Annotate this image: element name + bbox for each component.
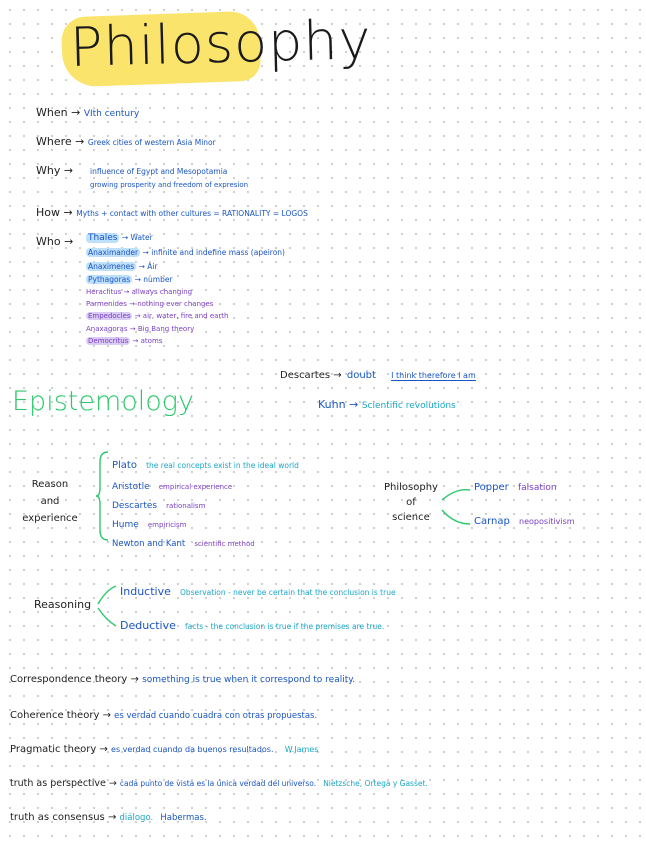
who-item-name: Thales [88,233,118,243]
descartes-name: Descartes [280,370,331,381]
where-value: Greek cities of western Asia Minor [87,138,216,147]
who-item: Anaxagoras → Big Bang theory [86,325,195,333]
arrow-icon: → [63,164,74,177]
who-label: Who [36,235,61,248]
who-item-name: Democritus [88,337,129,345]
arrow-icon: → [71,106,81,119]
epistemology-heading: Epistemology [12,386,194,417]
truth-row [10,778,428,789]
truth-extra: W.James [284,745,319,754]
who-item-desc: nothing ever changes [137,300,214,308]
who-item-name: Empedocles [88,312,131,320]
arrow-icon: → [333,370,342,381]
kuhn-name: Kuhn [318,398,346,411]
reason-list [112,453,299,550]
inductive-row [120,580,396,599]
who-item-name: Anaximander [88,248,139,257]
who-item: Anaximenes → Air [88,262,158,271]
reason-item-name: Hume [112,520,139,530]
truth-label: truth as perspective [10,778,106,789]
reason-label-line1: Reason [31,479,69,490]
reason-item-desc: scientific method [194,540,255,548]
arrow-icon: → [63,206,73,219]
truth-row [10,674,355,685]
deductive-desc: facts - the conclusion is true if the premises are true. [184,622,385,631]
truth-row [10,744,318,755]
kuhn-row [318,398,456,411]
descartes-row [280,370,476,381]
who-item-desc: atoms [140,337,163,345]
truth-desc: cada punto de vista es la única verdad del universo. [119,779,317,788]
who-item-desc: allways changing [131,288,193,296]
reason-label-line3: experience [22,513,78,524]
science-branch-icon [440,486,472,528]
reason-experience-label [18,476,82,527]
who-item-desc: Air [147,262,158,271]
reason-item [112,493,299,512]
when-row [36,106,139,119]
who-item-desc: infinite and indefine mass (apeiron) [151,248,285,257]
truth-desc: es verdad cuando da buenos resultados. [111,745,274,754]
reason-item-desc: rationalism [166,502,206,510]
who-item: Pythagoras → number [88,275,173,284]
why-line1: influence of Egypt and Mesopotamia [90,167,228,176]
reason-item-desc: empirical experience [158,483,233,491]
who-item: Heraclitus → allways changing [86,288,193,296]
descartes-word: doubt [346,370,376,381]
truth-desc: es verdad cuando cuadra con otras propuestas. [114,711,318,721]
who-item-name: Pythagoras [88,275,131,284]
who-list [86,233,285,349]
truth-label: Correspondence theory [10,674,128,685]
kuhn-desc: Scientific revolutions [361,401,456,411]
pos-label-line2: of [406,497,416,508]
carnap-desc: neopositivism [519,517,575,526]
who-item: Anaximander → infinite and indefine mass (apeiron) [88,248,285,257]
truth-label: Coherence theory [10,710,100,721]
reason-label-line2: and [40,496,60,507]
truth-extra: Habermas. [160,813,207,823]
carnap-row [474,516,575,527]
why-line2: growing prosperity and freedom of expresion [90,181,249,189]
popper-name: Popper [474,482,509,493]
reason-item-desc: empiricism [147,521,187,529]
pos-label-line1: Philosophy [384,482,438,493]
who-item-desc: Water [130,233,153,242]
how-value: Myths + contact with other cultures = RATIONALITY = LOGOS [76,209,308,218]
how-row [36,206,308,219]
deductive-row [120,614,384,633]
truth-row [10,710,317,721]
arrow-icon: → [349,398,359,411]
who-item: Parmenides → nothing ever changes [86,300,214,308]
arrow-icon: → [130,674,139,685]
arrow-icon: → [108,778,117,789]
carnap-name: Carnap [474,516,510,527]
who-item-name: Anaximenes [88,262,135,271]
truth-extra: Nietzsche, Ortega y Gasset. [323,779,428,788]
when-label: When [36,106,68,119]
popper-row [474,482,557,493]
reason-item-desc: the real concepts exist in the ideal world [146,461,299,470]
who-item-name: Anaxagoras [86,325,128,333]
truth-label: truth as consensus [10,812,105,823]
reason-item [112,474,299,493]
reason-item [112,453,299,474]
reasoning-label: Reasoning [34,598,92,611]
reasoning-branch-icon [96,584,118,628]
reason-item [112,531,299,550]
reason-item-name: Newton and Kant [112,539,186,549]
who-item: Thales → Water [88,233,153,243]
when-value: VIth century [83,109,140,119]
who-item-name: Parmenides [86,300,127,308]
reason-item [112,512,299,531]
deductive-name: Deductive [120,619,176,632]
who-item-desc: air, water, fire and earth [142,312,229,320]
arrow-icon: → [102,710,111,721]
truth-row [10,812,207,823]
truth-label: Pragmatic theory [10,744,97,755]
who-item-desc: Big Bang theory [137,325,195,333]
who-item: Democritus → atoms [88,337,163,345]
where-label: Where [36,135,72,148]
reason-item-name: Aristotle [112,482,150,492]
arrow-icon: → [64,235,74,248]
inductive-name: Inductive [120,585,171,598]
arrow-icon: → [107,812,117,823]
inductive-desc: Observation - never be certain that the conclusion is true [179,588,396,597]
popper-desc: falsation [517,483,557,493]
descartes-quote: I think therefore I am [391,371,476,380]
arrow-icon: → [99,744,108,755]
who-item-name: Heraclitus [86,288,122,296]
reason-item-name: Descartes [112,501,158,511]
arrow-icon: → [75,135,85,148]
truth-desc: diálogo. [119,813,154,823]
why-row [36,164,73,177]
who-row [36,235,73,248]
reason-item-name: Plato [112,460,137,471]
page-title: Philosophy [69,8,373,79]
how-label: How [36,206,60,219]
truth-desc: something is true when it correspond to reality. [142,675,356,685]
who-item: Empedocles → air, water, fire and earth [88,312,229,320]
why-label: Why [36,164,61,177]
pos-label-line3: science [392,512,430,523]
who-item-desc: number [143,275,173,284]
where-row [36,135,216,148]
reason-brace-icon [96,450,110,542]
